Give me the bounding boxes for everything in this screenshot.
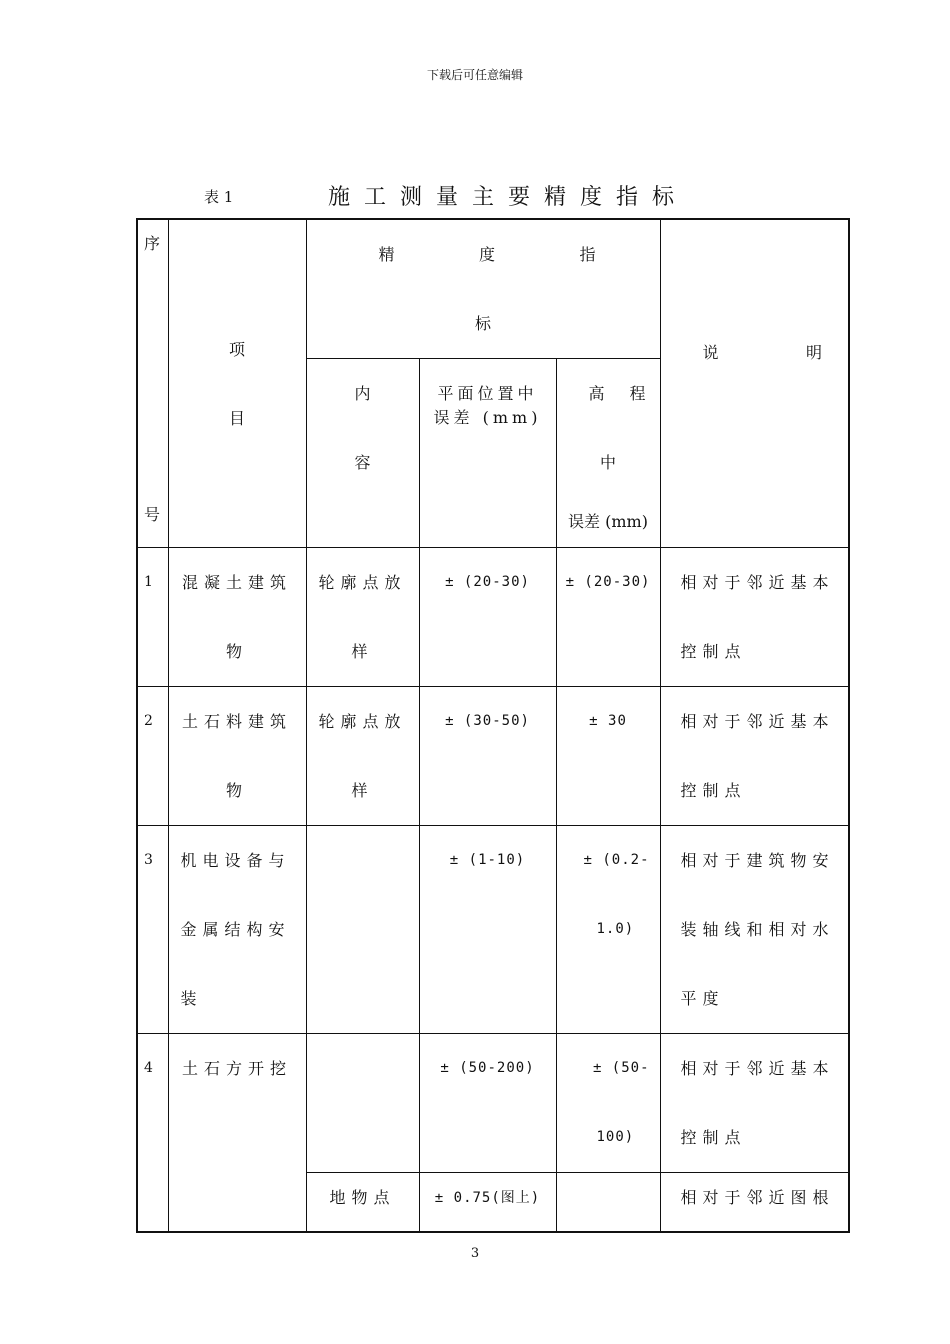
row-seq: 2: [137, 687, 168, 826]
row-remark-line: 平度: [680, 989, 725, 1008]
header-seq-bottom: 号: [144, 505, 161, 524]
row-item: [168, 826, 306, 1034]
row-remark-line: 相对于邻近基本: [680, 712, 835, 731]
row-plane: ± (30-50): [419, 687, 556, 826]
header-elev-line2: 中: [600, 453, 617, 472]
header-seq-top: 序: [144, 234, 161, 253]
row-content: [306, 548, 419, 687]
row-item-line: 金属结构安: [180, 920, 291, 939]
table-label: 表 1: [204, 188, 234, 206]
row-remark: [660, 687, 849, 826]
row-seq: 1: [137, 548, 168, 687]
row-item-line: 土石方开挖: [181, 1059, 292, 1078]
row-elev: [556, 687, 660, 826]
row-remark-line: 相对于邻近基本: [680, 573, 835, 592]
row-seq: 4: [137, 1034, 168, 1232]
row-item: [168, 687, 306, 826]
row-plane: ± 0.75(图上): [419, 1173, 556, 1232]
row-content-line: 样: [351, 781, 374, 800]
page-title: 施工测量主要精度指标: [328, 185, 689, 210]
row-remark: [660, 548, 849, 687]
row-content: [306, 826, 419, 1034]
header-remark-char: 说: [702, 343, 719, 362]
table-row: [137, 826, 849, 1034]
table-row: [137, 1034, 849, 1173]
header-elev-char: 高: [588, 384, 605, 403]
row-content: [306, 1034, 419, 1173]
row-elev-line: 1.0): [596, 921, 635, 937]
header-precision-line2: 标: [475, 314, 492, 333]
row-seq: 3: [137, 826, 168, 1034]
row-remark-line: 控制点: [680, 1128, 747, 1147]
header-precision-char: 精: [378, 245, 395, 264]
header-plane-line: 平面位置中: [437, 384, 538, 403]
row-elev-line: ± (0.2-: [583, 852, 650, 868]
header-content: [306, 359, 419, 548]
header-precision-char: 度: [479, 245, 496, 264]
row-item-line: 土石料建筑: [181, 712, 292, 731]
header-seq: [137, 219, 168, 548]
row-content-line: 轮廓点放: [318, 573, 407, 592]
row-elev-line: ± 30: [589, 713, 627, 729]
row-content: 地物点: [306, 1173, 419, 1232]
row-remark-line: 控制点: [680, 642, 747, 661]
table-row: [137, 548, 849, 687]
row-item-line: 物: [225, 642, 248, 661]
row-plane: ± (1-10): [419, 826, 556, 1034]
row-elev: [556, 826, 660, 1034]
table-row: [137, 687, 849, 826]
row-remark-line: 相对于邻近基本: [680, 1059, 835, 1078]
header-item-line: 目: [228, 408, 245, 428]
row-plane: ± (50-200): [419, 1034, 556, 1173]
row-item-line: 物: [225, 781, 248, 800]
header-remark-char: 明: [806, 343, 823, 362]
header-note: 下载后可任意编辑: [426, 68, 523, 82]
row-elev-line: ± (50-: [592, 1060, 650, 1076]
row-content-line: 轮廓点放: [318, 712, 407, 731]
row-item: [168, 548, 306, 687]
header-item: [168, 219, 306, 548]
row-elev-line: 100): [596, 1129, 635, 1145]
header-content-line: 内: [354, 384, 371, 403]
header-content-line: 容: [354, 453, 371, 472]
row-content-line: 样: [351, 642, 374, 661]
row-remark-line: 控制点: [680, 781, 747, 800]
row-elev: [556, 1034, 660, 1173]
row-elev: [556, 1173, 660, 1232]
row-item: [168, 1034, 306, 1232]
row-remark-line: 装轴线和相对水: [680, 920, 835, 939]
row-remark: [660, 826, 849, 1034]
header-elev-line3: 误差 (mm): [568, 512, 648, 531]
row-item-line: 机电设备与: [180, 851, 291, 870]
page-number: 3: [470, 1246, 480, 1261]
header-plane-error: 平面位置中 误差 (mm): [419, 359, 556, 548]
row-remark-line: 相对于建筑物安: [680, 851, 835, 870]
row-content: [306, 687, 419, 826]
row-elev: [556, 548, 660, 687]
row-item-line: 装: [180, 989, 203, 1008]
header-precision: [306, 219, 660, 359]
row-plane: ± (20-30): [419, 548, 556, 687]
header-precision-char: 指: [579, 245, 596, 264]
header-remark: [660, 219, 849, 548]
header-item-line: 项: [228, 339, 245, 359]
row-item-line: 混凝土建筑: [181, 573, 292, 592]
precision-table: [136, 218, 850, 1233]
header-elev-error: [556, 359, 660, 548]
row-remark: [660, 1034, 849, 1173]
row-remark: 相对于邻近图根: [660, 1173, 849, 1232]
row-elev-line: ± (20-30): [565, 574, 651, 590]
header-elev-char: 程: [629, 384, 646, 403]
